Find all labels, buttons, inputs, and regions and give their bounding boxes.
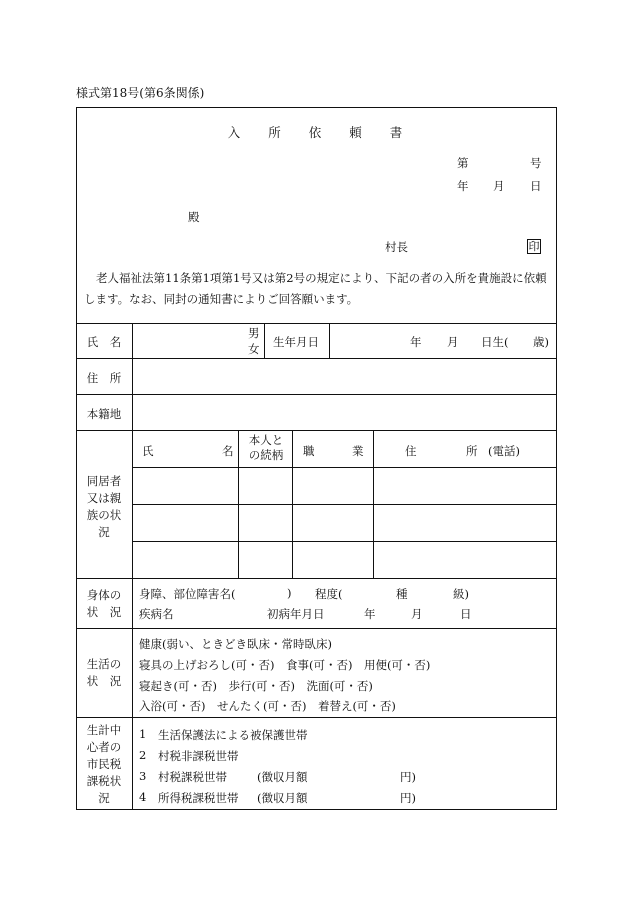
label-line: 状 況: [86, 674, 122, 688]
tax-item-monthly: (徴収月額: [257, 770, 308, 784]
birthdate-label: 生年月日: [273, 335, 319, 349]
divider-header: [76, 323, 557, 324]
label-column-divider: [132, 323, 133, 810]
tax-item-text: 村税非課税世帯: [158, 749, 239, 763]
doc-number-dai: 第: [457, 156, 469, 170]
divider-cohab-job: [373, 430, 374, 578]
title-char: 依: [308, 125, 322, 140]
doc-number-go: 号: [530, 156, 542, 170]
divider-cohab-row2: [132, 541, 557, 542]
life-status-label: [76, 656, 132, 690]
divider-birth-label: [329, 323, 330, 358]
title-char: 書: [389, 125, 403, 140]
divider-body: [76, 628, 557, 629]
label-line: 生活の: [86, 657, 122, 671]
divider-cohab-row1: [132, 504, 557, 505]
cohabitant-label: [76, 473, 132, 541]
body-status-label: [76, 587, 132, 621]
birth-age-close: 歳): [533, 335, 549, 349]
label-line: 本人と: [248, 433, 284, 447]
tax-item-num: 3: [139, 769, 147, 783]
divider-name: [76, 358, 557, 359]
disability-degree-label: 程度(: [315, 587, 343, 601]
village-mayor: 村長: [385, 240, 408, 254]
onset-year: 年: [364, 607, 376, 621]
gender-male: 男: [248, 326, 260, 340]
tax-item-num: 4: [139, 790, 147, 804]
cohab-header-addr-2: 所: [466, 444, 478, 458]
tax-item-num: 2: [139, 748, 147, 762]
tax-item-text: 村税課税世帯: [158, 770, 227, 784]
tax-item-yen: 円): [400, 791, 416, 805]
label-line: 同居者: [86, 474, 122, 488]
name-label: 氏 名: [86, 335, 122, 349]
seal-mark: 印: [528, 240, 540, 253]
title-char: 頼: [349, 125, 362, 140]
cohab-header-phone: (電話): [488, 444, 520, 458]
label-line: 況: [98, 525, 110, 539]
gender-female: 女: [248, 342, 260, 356]
disease-name-label: 疾病名: [139, 607, 174, 621]
birth-day-open: 日生(: [481, 335, 509, 349]
divider-cohab-relation: [292, 430, 293, 578]
label-line: 課税状: [86, 774, 122, 788]
life-line-bathing: 入浴(可・否) せんたく(可・否) 着替え(可・否): [139, 699, 396, 713]
date-month: 月: [493, 179, 505, 193]
document-title: [0, 123, 630, 141]
onset-day: 日: [460, 607, 472, 621]
label-line: 生計中: [86, 723, 122, 737]
addressee-tono: 殿: [188, 210, 200, 224]
divider-cohab: [76, 578, 557, 579]
label-line: 状 況: [86, 605, 122, 619]
form-number-label: 様式第18号(第6条関係): [76, 86, 205, 100]
disability-part-close: ): [287, 586, 292, 600]
tax-item-text: 所得税課税世帯: [158, 791, 239, 805]
tax-item-num: 1: [139, 727, 147, 741]
disability-part-label: 身障、部位障害名(: [139, 587, 236, 601]
cohab-header-relation: [240, 433, 292, 463]
label-line: 況: [98, 791, 110, 805]
divider-life: [76, 717, 557, 718]
onset-date-label: 初病年月日: [267, 607, 325, 621]
label-line: 市民税: [86, 757, 122, 771]
cohab-header-job-1: 職: [303, 444, 315, 458]
label-line: の続柄: [248, 448, 284, 462]
divider-gender: [264, 323, 265, 358]
label-line: 族の状: [86, 508, 122, 522]
title-char: 入: [227, 125, 241, 140]
life-line-bedding: 寝具の上げおろし(可・否) 食事(可・否) 用便(可・否): [139, 658, 431, 672]
life-line-rising: 寝起き(可・否) 歩行(可・否) 洗面(可・否): [139, 679, 373, 693]
disability-type: 種: [396, 587, 408, 601]
cohab-header-addr-1: 住: [405, 444, 417, 458]
divider-cohab-name: [238, 430, 239, 578]
title-char: 所: [268, 125, 281, 140]
honseki-label: 本籍地: [86, 407, 122, 421]
label-line: 心者の: [86, 740, 122, 754]
request-body-text: 老人福祉法第11条第1項第1号又は第2号の規定により、下記の者の入所を貴施設に依頼します。なお、同封の通知書によりご回答願います。: [84, 271, 547, 306]
birth-year: 年: [410, 335, 422, 349]
divider-cohab-header: [132, 467, 557, 468]
cohab-header-name-2: 名: [222, 444, 234, 458]
onset-month: 月: [411, 607, 423, 621]
tax-status-label: [76, 722, 132, 807]
date-year: 年: [457, 179, 469, 193]
date-day: 日: [530, 179, 542, 193]
divider-address: [76, 394, 557, 395]
cohab-header-job-2: 業: [352, 444, 364, 458]
divider-honseki: [76, 430, 557, 431]
tax-item-monthly: (徴収月額: [257, 791, 308, 805]
disability-grade: 級): [453, 587, 469, 601]
life-line-health: 健康(弱い、ときどき臥床・常時臥床): [139, 637, 332, 651]
tax-item-yen: 円): [400, 770, 416, 784]
birth-month: 月: [447, 335, 459, 349]
cohab-header-name-1: 氏: [142, 444, 154, 458]
label-line: 又は親: [86, 491, 122, 505]
tax-item-text: 生活保護法による被保護世帯: [158, 728, 308, 742]
address-label: 住 所: [86, 371, 122, 385]
label-line: 身体の: [86, 588, 122, 602]
